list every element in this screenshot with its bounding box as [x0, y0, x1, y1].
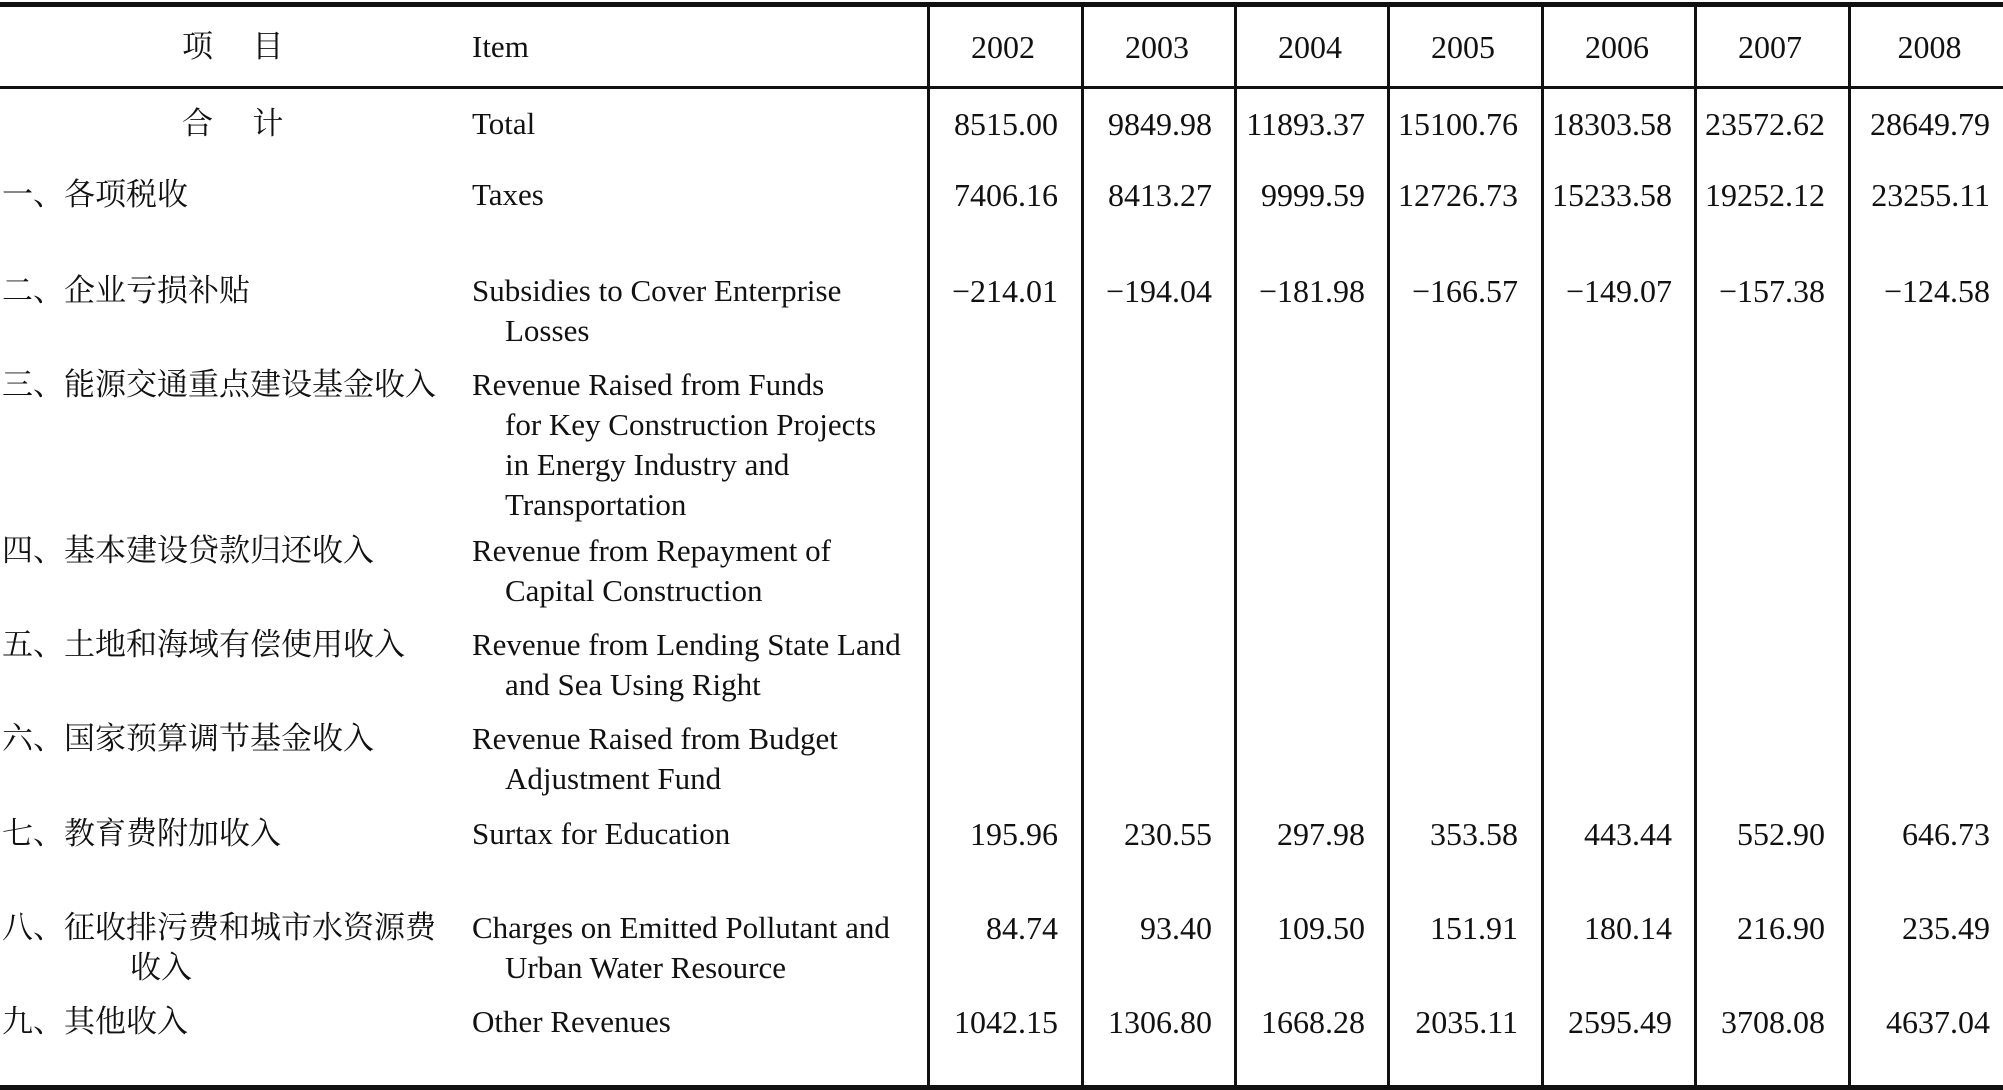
- value-cell: 1042.15: [954, 1004, 1058, 1040]
- row-label-en: Losses: [505, 313, 590, 348]
- year-header: 2006: [1585, 29, 1649, 65]
- row-label-en: Capital Construction: [505, 573, 763, 608]
- value-cell: 28649.79: [1870, 106, 1990, 142]
- row-label-en: Transportation: [505, 487, 687, 522]
- value-cell: 151.91: [1430, 910, 1518, 946]
- row-label-en: Taxes: [472, 177, 544, 212]
- row-label-zh: 二、企业亏损补贴: [2, 273, 250, 309]
- value-cell: 23255.11: [1871, 177, 1990, 213]
- row-label-en: and Sea Using Right: [505, 667, 761, 702]
- row-label-en: Adjustment Fund: [505, 761, 722, 796]
- value-cell: 7406.16: [954, 177, 1058, 213]
- row-label-zh: 七、教育费附加收入: [2, 816, 281, 852]
- bottom-rule: [0, 1085, 2003, 1090]
- row-label-en: Charges on Emitted Pollutant and: [472, 910, 890, 945]
- top-rule: [0, 2, 2003, 7]
- value-cell: −214.01: [951, 273, 1058, 309]
- value-cell: 1306.80: [1108, 1004, 1212, 1040]
- value-cell: 8515.00: [954, 106, 1058, 142]
- value-cell: 297.98: [1277, 816, 1365, 852]
- value-cell: 1668.28: [1261, 1004, 1365, 1040]
- row-label-en: Revenue Raised from Budget: [472, 721, 838, 756]
- value-cell: 443.44: [1584, 816, 1672, 852]
- header-rule: [0, 86, 2003, 89]
- value-cell: −166.57: [1411, 273, 1518, 309]
- value-cell: −194.04: [1105, 273, 1212, 309]
- row-label-zh: 一、各项税收: [2, 177, 188, 213]
- value-cell: 9999.59: [1261, 177, 1365, 213]
- value-cell: 19252.12: [1705, 177, 1825, 213]
- value-cell: 109.50: [1277, 910, 1365, 946]
- value-cell: 15233.58: [1552, 177, 1672, 213]
- row-label-zh: 四、基本建设贷款归还收入: [2, 533, 374, 569]
- value-cell: 2035.11: [1415, 1004, 1518, 1040]
- row-label-en: Total: [472, 106, 536, 141]
- row-label-zh: 合 计: [182, 106, 284, 142]
- value-cell: −124.58: [1883, 273, 1990, 309]
- value-cell: 230.55: [1124, 816, 1212, 852]
- value-cell: 646.73: [1902, 816, 1990, 852]
- year-header: 2003: [1125, 29, 1189, 65]
- value-cell: −157.38: [1718, 273, 1825, 309]
- row-label-zh: 五、土地和海域有偿使用收入: [2, 627, 405, 663]
- value-cell: 235.49: [1902, 910, 1990, 946]
- value-cell: 180.14: [1584, 910, 1672, 946]
- value-cell: −149.07: [1565, 273, 1672, 309]
- value-cell: 195.96: [970, 816, 1058, 852]
- value-cell: 11893.37: [1246, 106, 1365, 142]
- value-cell: −181.98: [1258, 273, 1365, 309]
- row-label-en: Urban Water Resource: [505, 950, 786, 985]
- value-cell: 216.90: [1737, 910, 1825, 946]
- row-label-en: Other Revenues: [472, 1004, 671, 1039]
- row-label-en: for Key Construction Projects: [505, 407, 877, 442]
- row-label-zh: 三、能源交通重点建设基金收入: [2, 367, 436, 403]
- row-label-zh: 八、征收排污费和城市水资源费: [2, 910, 436, 946]
- value-cell: 8413.27: [1108, 177, 1212, 213]
- value-cell: 2595.49: [1568, 1004, 1672, 1040]
- value-cell: 84.74: [986, 910, 1058, 946]
- row-label-en: Revenue Raised from Funds: [472, 367, 825, 402]
- value-cell: 4637.04: [1886, 1004, 1990, 1040]
- value-cell: 15100.76: [1398, 106, 1518, 142]
- header-item-zh: 项 目: [182, 29, 284, 65]
- value-cell: 12726.73: [1398, 177, 1518, 213]
- value-cell: 23572.62: [1705, 106, 1825, 142]
- year-header: 2002: [971, 29, 1035, 65]
- row-label-zh: 九、其他收入: [2, 1004, 188, 1040]
- year-header: 2008: [1897, 29, 1962, 65]
- value-cell: 9849.98: [1108, 106, 1212, 142]
- row-label-en: Revenue from Lending State Land: [472, 627, 901, 662]
- header-item-en: Item: [472, 29, 529, 64]
- row-label-en: Subsidies to Cover Enterprise: [472, 273, 842, 308]
- value-cell: 3708.08: [1721, 1004, 1825, 1040]
- value-cell: 93.40: [1140, 910, 1212, 946]
- year-header: 2004: [1278, 29, 1342, 65]
- row-label-zh: 收入: [130, 950, 192, 986]
- row-label-en: in Energy Industry and: [505, 447, 790, 482]
- year-header: 2005: [1431, 29, 1495, 65]
- value-cell: 18303.58: [1552, 106, 1672, 142]
- year-header: 2007: [1738, 29, 1802, 65]
- row-label-en: Surtax for Education: [472, 816, 731, 851]
- value-cell: 552.90: [1737, 816, 1825, 852]
- row-label-en: Revenue from Repayment of: [472, 533, 831, 568]
- row-label-zh: 六、国家预算调节基金收入: [2, 721, 374, 757]
- value-cell: 353.58: [1430, 816, 1518, 852]
